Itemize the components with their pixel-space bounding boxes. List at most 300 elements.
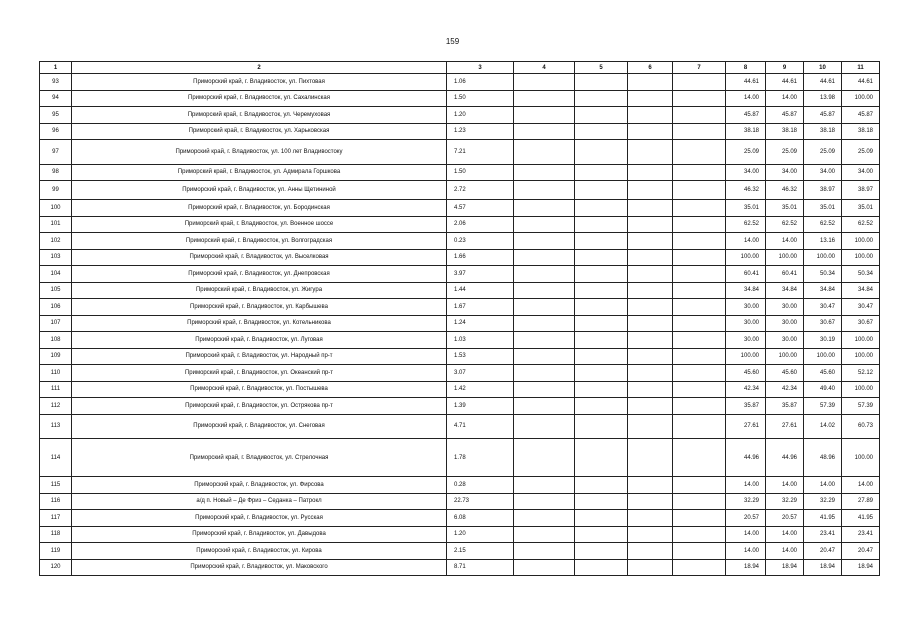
empty-cell-4 (514, 233, 575, 250)
empty-cell-7 (673, 299, 726, 316)
empty-cell-4 (514, 123, 575, 140)
value-cell-9: 25.09 (766, 140, 804, 165)
empty-cell-6 (628, 90, 673, 107)
value-cell-9: 35.01 (766, 200, 804, 217)
length-cell: 4.71 (447, 414, 514, 439)
empty-cell-4 (514, 282, 575, 299)
length-cell: 1.78 (447, 439, 514, 477)
road-name-cell: Приморский край, г. Владивосток, ул. Черемуховая (72, 107, 447, 124)
table-row (40, 477, 880, 494)
empty-cell-6 (628, 414, 673, 439)
value-cell-8: 35.01 (726, 200, 766, 217)
road-name-cell: Приморский край, г. Владивосток, ул. Сахалинская (72, 90, 447, 107)
row-number-cell: 116 (40, 493, 72, 510)
row-number-cell: 111 (40, 381, 72, 398)
road-name-cell: Приморский край, г. Владивосток, ул. Кирова (72, 543, 447, 560)
value-cell-9: 14.00 (766, 526, 804, 543)
value-cell-8: 42.34 (726, 381, 766, 398)
value-cell-10: 14.00 (804, 477, 842, 494)
empty-cell-4 (514, 439, 575, 477)
value-cell-10: 49.40 (804, 381, 842, 398)
value-cell-10: 18.94 (804, 559, 842, 576)
value-cell-8: 27.61 (726, 414, 766, 439)
row-number-cell: 115 (40, 477, 72, 494)
value-cell-10: 100.00 (804, 348, 842, 365)
value-cell-11: 60.73 (842, 414, 880, 439)
road-name-cell: Приморский край, г. Владивосток, ул. Пихтовая (72, 74, 447, 91)
value-cell-9: 42.34 (766, 381, 804, 398)
header-row (40, 62, 880, 74)
empty-cell-6 (628, 216, 673, 233)
value-cell-11: 44.61 (842, 74, 880, 91)
empty-cell-4 (514, 381, 575, 398)
value-cell-11: 100.00 (842, 348, 880, 365)
length-cell: 1.23 (447, 123, 514, 140)
value-cell-10: 45.60 (804, 365, 842, 382)
value-cell-11: 100.00 (842, 233, 880, 250)
row-number-cell: 99 (40, 181, 72, 200)
row-number-cell: 120 (40, 559, 72, 576)
empty-cell-5 (575, 398, 628, 415)
value-cell-11: 34.00 (842, 164, 880, 181)
empty-cell-5 (575, 74, 628, 91)
road-name-cell: Приморский край, г. Владивосток, ул. Луговая (72, 332, 447, 349)
length-cell: 1.06 (447, 74, 514, 91)
empty-cell-5 (575, 332, 628, 349)
empty-cell-5 (575, 282, 628, 299)
length-cell: 1.20 (447, 107, 514, 124)
empty-cell-7 (673, 398, 726, 415)
road-name-cell: Приморский край, г. Владивосток, ул. Военное шоссе (72, 216, 447, 233)
empty-cell-5 (575, 365, 628, 382)
empty-cell-7 (673, 315, 726, 332)
empty-cell-4 (514, 332, 575, 349)
road-name-cell: Приморский край, г. Владивосток, ул. Снеговая (72, 414, 447, 439)
row-number-cell: 117 (40, 510, 72, 527)
empty-cell-7 (673, 233, 726, 250)
row-number-cell: 104 (40, 266, 72, 283)
road-name-cell: Приморский край, г. Владивосток, ул. Маковского (72, 559, 447, 576)
value-cell-8: 34.00 (726, 164, 766, 181)
value-cell-10: 30.67 (804, 315, 842, 332)
value-cell-11: 62.52 (842, 216, 880, 233)
value-cell-9: 62.52 (766, 216, 804, 233)
table-row (40, 315, 880, 332)
empty-cell-7 (673, 249, 726, 266)
empty-cell-4 (514, 543, 575, 560)
empty-cell-4 (514, 414, 575, 439)
empty-cell-6 (628, 332, 673, 349)
road-name-cell: Приморский край, г. Владивосток, ул. Жигура (72, 282, 447, 299)
value-cell-9: 14.00 (766, 477, 804, 494)
value-cell-9: 38.18 (766, 123, 804, 140)
value-cell-9: 32.29 (766, 493, 804, 510)
road-name-cell: Приморский край, г. Владивосток, ул. Народный пр-т (72, 348, 447, 365)
length-cell: 1.67 (447, 299, 514, 316)
empty-cell-5 (575, 266, 628, 283)
value-cell-8: 14.00 (726, 477, 766, 494)
table-row (40, 381, 880, 398)
row-number-cell: 119 (40, 543, 72, 560)
empty-cell-7 (673, 74, 726, 91)
empty-cell-4 (514, 140, 575, 165)
value-cell-9: 14.00 (766, 543, 804, 560)
empty-cell-6 (628, 559, 673, 576)
table-row (40, 414, 880, 439)
value-cell-11: 100.00 (842, 332, 880, 349)
empty-cell-7 (673, 559, 726, 576)
column-header-4: 4 (514, 62, 575, 74)
value-cell-10: 44.61 (804, 74, 842, 91)
table-row (40, 348, 880, 365)
table-row (40, 398, 880, 415)
value-cell-8: 20.57 (726, 510, 766, 527)
value-cell-9: 30.00 (766, 315, 804, 332)
value-cell-11: 100.00 (842, 249, 880, 266)
table-row (40, 107, 880, 124)
empty-cell-7 (673, 216, 726, 233)
empty-cell-5 (575, 216, 628, 233)
table-row (40, 233, 880, 250)
value-cell-11: 35.01 (842, 200, 880, 217)
empty-cell-5 (575, 249, 628, 266)
empty-cell-6 (628, 477, 673, 494)
road-name-cell: Приморский край, г. Владивосток, ул. Океанский пр-т (72, 365, 447, 382)
table-row (40, 510, 880, 527)
road-name-cell: Приморский край, г. Владивосток, ул. Анны Щетининой (72, 181, 447, 200)
row-number-cell: 108 (40, 332, 72, 349)
empty-cell-7 (673, 477, 726, 494)
empty-cell-6 (628, 526, 673, 543)
row-number-cell: 114 (40, 439, 72, 477)
empty-cell-4 (514, 74, 575, 91)
value-cell-11: 57.39 (842, 398, 880, 415)
value-cell-8: 25.09 (726, 140, 766, 165)
road-name-cell: Приморский край, г. Владивосток, ул. Карбышева (72, 299, 447, 316)
value-cell-10: 45.87 (804, 107, 842, 124)
value-cell-10: 57.39 (804, 398, 842, 415)
row-number-cell: 95 (40, 107, 72, 124)
empty-cell-6 (628, 266, 673, 283)
road-name-cell: Приморский край, г. Владивосток, ул. Харьковская (72, 123, 447, 140)
empty-cell-6 (628, 365, 673, 382)
table-row (40, 543, 880, 560)
row-number-cell: 93 (40, 74, 72, 91)
table-row (40, 140, 880, 165)
value-cell-9: 30.00 (766, 332, 804, 349)
length-cell: 2.06 (447, 216, 514, 233)
empty-cell-7 (673, 348, 726, 365)
value-cell-8: 62.52 (726, 216, 766, 233)
table-row (40, 282, 880, 299)
value-cell-11: 100.00 (842, 90, 880, 107)
empty-cell-5 (575, 477, 628, 494)
length-cell: 4.57 (447, 200, 514, 217)
empty-cell-7 (673, 381, 726, 398)
empty-cell-5 (575, 140, 628, 165)
empty-cell-4 (514, 181, 575, 200)
value-cell-9: 100.00 (766, 249, 804, 266)
value-cell-11: 100.00 (842, 381, 880, 398)
value-cell-8: 46.32 (726, 181, 766, 200)
value-cell-9: 60.41 (766, 266, 804, 283)
length-cell: 1.66 (447, 249, 514, 266)
table-row (40, 123, 880, 140)
empty-cell-7 (673, 365, 726, 382)
page-number: 159 (445, 37, 460, 46)
value-cell-11: 38.18 (842, 123, 880, 140)
value-cell-11: 20.47 (842, 543, 880, 560)
empty-cell-6 (628, 510, 673, 527)
value-cell-11: 41.95 (842, 510, 880, 527)
empty-cell-7 (673, 526, 726, 543)
value-cell-8: 34.84 (726, 282, 766, 299)
road-name-cell: Приморский край, г. Владивосток, ул. Фирсова (72, 477, 447, 494)
length-cell: 1.24 (447, 315, 514, 332)
empty-cell-5 (575, 299, 628, 316)
empty-cell-6 (628, 123, 673, 140)
length-cell: 1.50 (447, 90, 514, 107)
length-cell: 6.08 (447, 510, 514, 527)
empty-cell-5 (575, 439, 628, 477)
empty-cell-7 (673, 140, 726, 165)
row-number-cell: 112 (40, 398, 72, 415)
value-cell-9: 20.57 (766, 510, 804, 527)
empty-cell-6 (628, 315, 673, 332)
value-cell-8: 14.00 (726, 526, 766, 543)
length-cell: 2.15 (447, 543, 514, 560)
value-cell-11: 34.84 (842, 282, 880, 299)
empty-cell-4 (514, 526, 575, 543)
row-number-cell: 105 (40, 282, 72, 299)
empty-cell-6 (628, 164, 673, 181)
length-cell: 1.20 (447, 526, 514, 543)
length-cell: 0.23 (447, 233, 514, 250)
length-cell: 1.39 (447, 398, 514, 415)
column-header-3: 3 (447, 62, 514, 74)
value-cell-10: 38.18 (804, 123, 842, 140)
table-row (40, 216, 880, 233)
empty-cell-4 (514, 493, 575, 510)
empty-cell-4 (514, 365, 575, 382)
road-name-cell: Приморский край, г. Владивосток, ул. Днепровская (72, 266, 447, 283)
value-cell-11: 30.67 (842, 315, 880, 332)
empty-cell-7 (673, 164, 726, 181)
value-cell-11: 23.41 (842, 526, 880, 543)
row-number-cell: 106 (40, 299, 72, 316)
road-name-cell: Приморский край, г. Владивосток, ул. 100 лет Владивостоку (72, 140, 447, 165)
value-cell-10: 100.00 (804, 249, 842, 266)
road-name-cell: Приморский край, г. Владивосток, ул. Постышева (72, 381, 447, 398)
value-cell-8: 60.41 (726, 266, 766, 283)
value-cell-9: 46.32 (766, 181, 804, 200)
value-cell-8: 44.61 (726, 74, 766, 91)
road-name-cell: Приморский край, г. Владивосток, ул. Стрелочная (72, 439, 447, 477)
empty-cell-4 (514, 348, 575, 365)
data-table (39, 61, 880, 576)
value-cell-9: 44.96 (766, 439, 804, 477)
table-row (40, 493, 880, 510)
empty-cell-5 (575, 107, 628, 124)
value-cell-10: 13.98 (804, 90, 842, 107)
road-name-cell: Приморский край, г. Владивосток, ул. Острякова пр-т (72, 398, 447, 415)
table-row (40, 266, 880, 283)
empty-cell-6 (628, 398, 673, 415)
empty-cell-4 (514, 398, 575, 415)
row-number-cell: 113 (40, 414, 72, 439)
empty-cell-4 (514, 90, 575, 107)
length-cell: 1.03 (447, 332, 514, 349)
length-cell: 7.21 (447, 140, 514, 165)
value-cell-8: 38.18 (726, 123, 766, 140)
empty-cell-4 (514, 266, 575, 283)
road-name-cell: Приморский край, г. Владивосток, ул. Русская (72, 510, 447, 527)
table-row (40, 439, 880, 477)
table-row (40, 164, 880, 181)
empty-cell-7 (673, 543, 726, 560)
row-number-cell: 101 (40, 216, 72, 233)
empty-cell-5 (575, 543, 628, 560)
value-cell-10: 48.96 (804, 439, 842, 477)
value-cell-8: 14.00 (726, 543, 766, 560)
road-name-cell: Приморский край, г. Владивосток, ул. Котельникова (72, 315, 447, 332)
length-cell: 1.42 (447, 381, 514, 398)
value-cell-10: 62.52 (804, 216, 842, 233)
empty-cell-6 (628, 181, 673, 200)
value-cell-10: 25.09 (804, 140, 842, 165)
empty-cell-6 (628, 282, 673, 299)
empty-cell-5 (575, 315, 628, 332)
table-row (40, 249, 880, 266)
table-row (40, 181, 880, 200)
empty-cell-5 (575, 181, 628, 200)
table-row (40, 526, 880, 543)
value-cell-9: 35.87 (766, 398, 804, 415)
empty-cell-7 (673, 282, 726, 299)
length-cell: 3.07 (447, 365, 514, 382)
empty-cell-6 (628, 140, 673, 165)
empty-cell-6 (628, 233, 673, 250)
column-header-6: 6 (628, 62, 673, 74)
road-name-cell: а/д п. Новый – Де Фриз – Седанка – Патрокл (72, 493, 447, 510)
value-cell-9: 27.61 (766, 414, 804, 439)
empty-cell-4 (514, 107, 575, 124)
empty-cell-7 (673, 332, 726, 349)
empty-cell-4 (514, 510, 575, 527)
column-header-9: 9 (766, 62, 804, 74)
empty-cell-4 (514, 249, 575, 266)
table-row (40, 200, 880, 217)
value-cell-10: 30.19 (804, 332, 842, 349)
value-cell-8: 45.60 (726, 365, 766, 382)
table-row (40, 74, 880, 91)
table-body (40, 74, 880, 576)
empty-cell-5 (575, 510, 628, 527)
value-cell-10: 41.95 (804, 510, 842, 527)
empty-cell-7 (673, 107, 726, 124)
length-cell: 1.50 (447, 164, 514, 181)
value-cell-8: 44.96 (726, 439, 766, 477)
value-cell-8: 14.00 (726, 233, 766, 250)
empty-cell-6 (628, 107, 673, 124)
column-header-8: 8 (726, 62, 766, 74)
column-header-2: 2 (72, 62, 447, 74)
row-number-cell: 100 (40, 200, 72, 217)
value-cell-8: 30.00 (726, 299, 766, 316)
road-name-cell: Приморский край, г. Владивосток, ул. Волгоградская (72, 233, 447, 250)
empty-cell-6 (628, 543, 673, 560)
value-cell-11: 27.89 (842, 493, 880, 510)
empty-cell-5 (575, 381, 628, 398)
value-cell-9: 45.60 (766, 365, 804, 382)
row-number-cell: 110 (40, 365, 72, 382)
value-cell-9: 18.94 (766, 559, 804, 576)
value-cell-10: 50.34 (804, 266, 842, 283)
value-cell-11: 18.94 (842, 559, 880, 576)
value-cell-10: 13.16 (804, 233, 842, 250)
empty-cell-5 (575, 559, 628, 576)
value-cell-11: 30.47 (842, 299, 880, 316)
empty-cell-6 (628, 381, 673, 398)
value-cell-11: 100.00 (842, 439, 880, 477)
empty-cell-7 (673, 200, 726, 217)
value-cell-8: 18.94 (726, 559, 766, 576)
length-cell: 3.97 (447, 266, 514, 283)
row-number-cell: 118 (40, 526, 72, 543)
road-name-cell: Приморский край, г. Владивосток, ул. Адмирала Горшкова (72, 164, 447, 181)
empty-cell-7 (673, 510, 726, 527)
length-cell: 8.71 (447, 559, 514, 576)
value-cell-10: 35.01 (804, 200, 842, 217)
column-header-5: 5 (575, 62, 628, 74)
empty-cell-6 (628, 299, 673, 316)
value-cell-11: 14.00 (842, 477, 880, 494)
row-number-cell: 96 (40, 123, 72, 140)
empty-cell-7 (673, 266, 726, 283)
empty-cell-6 (628, 249, 673, 266)
length-cell: 1.53 (447, 348, 514, 365)
value-cell-11: 38.97 (842, 181, 880, 200)
empty-cell-7 (673, 181, 726, 200)
column-header-11: 11 (842, 62, 880, 74)
empty-cell-4 (514, 200, 575, 217)
row-number-cell: 98 (40, 164, 72, 181)
length-cell: 1.44 (447, 282, 514, 299)
row-number-cell: 97 (40, 140, 72, 165)
table-row (40, 299, 880, 316)
table-row (40, 559, 880, 576)
empty-cell-5 (575, 348, 628, 365)
table-row (40, 90, 880, 107)
value-cell-8: 30.00 (726, 332, 766, 349)
value-cell-10: 14.02 (804, 414, 842, 439)
column-header-1: 1 (40, 62, 72, 74)
value-cell-8: 35.87 (726, 398, 766, 415)
value-cell-10: 20.47 (804, 543, 842, 560)
value-cell-9: 45.87 (766, 107, 804, 124)
value-cell-11: 50.34 (842, 266, 880, 283)
empty-cell-5 (575, 164, 628, 181)
value-cell-11: 52.12 (842, 365, 880, 382)
empty-cell-4 (514, 299, 575, 316)
empty-cell-5 (575, 123, 628, 140)
road-name-cell: Приморский край, г. Владивосток, ул. Бородинская (72, 200, 447, 217)
row-number-cell: 109 (40, 348, 72, 365)
empty-cell-6 (628, 348, 673, 365)
road-name-cell: Приморский край, г. Владивосток, ул. Выселковая (72, 249, 447, 266)
empty-cell-7 (673, 90, 726, 107)
value-cell-10: 23.41 (804, 526, 842, 543)
